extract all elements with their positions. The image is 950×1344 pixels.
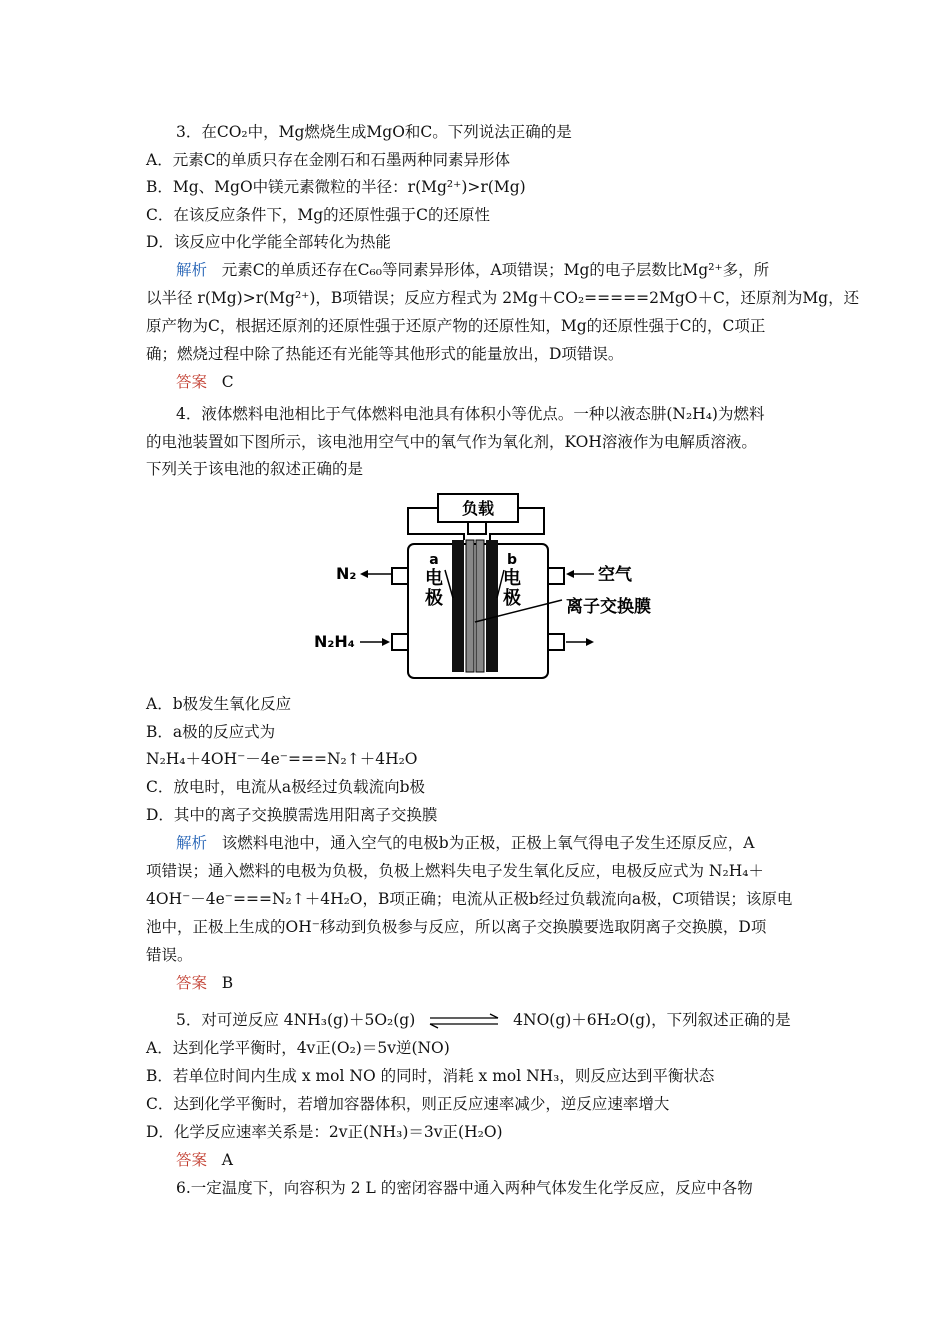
ion-exchange-membrane-layer bbox=[476, 540, 484, 672]
fuel-cell-diagram bbox=[300, 490, 700, 690]
n2-label: N₂ bbox=[336, 564, 357, 583]
q6-stem-line-1: 6.一定温度下，向容积为 2 L 的密闭容器中通入两种气体发生化学反应，反应中各物 bbox=[176, 1179, 753, 1197]
q4-analysis-line-3: 4OH⁻－4e⁻===N₂↑＋4H₂O，B项正确；电流从正极b经过负载流向a极，C项错误；该原电 bbox=[146, 890, 793, 908]
electrode-a-letter: a bbox=[429, 552, 439, 568]
answer-value: A bbox=[221, 1151, 233, 1169]
q4-option-a: A．b极发生氧化反应 bbox=[146, 695, 292, 713]
q5-stem bbox=[176, 1010, 791, 1030]
q4-option-c: C．放电时，电流从a极经过负载流向b极 bbox=[146, 778, 426, 796]
electrode-b-word1: 电 bbox=[503, 568, 521, 589]
analysis-text: 该燃料电池中，通入空气的电极b为正极，正极上氧气得电子发生还原反应，A bbox=[221, 834, 755, 852]
analysis-label: 解析 bbox=[176, 834, 208, 852]
q4-option-d: D．其中的离子交换膜需选用阳离子交换膜 bbox=[146, 806, 438, 824]
ion-exchange-membrane bbox=[466, 540, 474, 672]
electrode-a-plate bbox=[452, 540, 464, 672]
outlet-port bbox=[548, 634, 564, 650]
air-label: 空气 bbox=[598, 565, 632, 585]
answer-label: 答案 bbox=[176, 373, 208, 391]
q4-option-b-equation: N₂H₄＋4OH⁻－4e⁻===N₂↑＋4H₂O bbox=[146, 750, 418, 768]
q5-stem-right: 4NO(g)＋6H₂O(g)，下列叙述正确的是 bbox=[513, 1011, 791, 1029]
q3-option-a: A．元素C的单质只存在金刚石和石墨两种同素异形体 bbox=[146, 151, 511, 169]
q4-stem-line-1: 4．液体燃料电池相比于气体燃料电池具有体积小等优点。一种以液态肼(N₂H₄)为燃料 bbox=[176, 405, 765, 423]
q4-analysis-line-4: 池中，正极上生成的OH⁻移动到负极参与反应，所以离子交换膜要选取阴离子交换膜，D项 bbox=[146, 918, 767, 936]
q5-option-b: B．若单位时间内生成 x mol NO 的同时，消耗 x mol NH₃，则反应达到平衡状态 bbox=[146, 1067, 715, 1085]
q3-analysis-line-1 bbox=[176, 260, 769, 280]
answer-value: C bbox=[221, 373, 234, 391]
air-arrow-head bbox=[566, 570, 574, 578]
q5-option-d: D．化学反应速率关系是：2v正(NH₃)＝3v正(H₂O) bbox=[146, 1123, 503, 1141]
q4-stem-line-3: 下列关于该电池的叙述正确的是 bbox=[146, 460, 364, 478]
q5-option-c: C．达到化学平衡时，若增加容器体积，则正反应速率减少，逆反应速率增大 bbox=[146, 1095, 670, 1113]
outlet-arrow-head bbox=[586, 638, 594, 646]
answer-label: 答案 bbox=[176, 1151, 208, 1169]
q4-analysis-line-2: 项错误；通入燃料的电极为负极，负极上燃料失电子发生氧化反应，电极反应式为 N₂H₄＋ bbox=[146, 862, 764, 880]
electrode-b-letter: b bbox=[506, 552, 518, 568]
analysis-text: 元素C的单质还存在C₆₀等同素异形体，A项错误；Mg的电子层数比Mg²⁺多，所 bbox=[221, 261, 770, 279]
q5-option-a: A．达到化学平衡时，4v正(O₂)＝5v逆(NO) bbox=[146, 1039, 450, 1057]
load-label: 负载 bbox=[461, 499, 495, 518]
q4-stem-line-2: 的电池装置如下图所示，该电池用空气中的氧气作为氧化剂，KOH溶液作为电解质溶液。 bbox=[146, 433, 757, 451]
q5-answer bbox=[176, 1150, 233, 1170]
answer-label: 答案 bbox=[176, 974, 208, 992]
q4-analysis-line-5: 错误。 bbox=[146, 946, 193, 964]
answer-value: B bbox=[221, 974, 234, 992]
q3-stem: 3．在CO₂中，Mg燃烧生成MgO和C。下列说法正确的是 bbox=[176, 123, 572, 141]
q4-option-b: B．a极的反应式为 bbox=[146, 723, 276, 741]
q3-option-b: B．Mg、MgO中镁元素微粒的半径：r(Mg²⁺)>r(Mg) bbox=[146, 178, 526, 196]
air-inlet-port bbox=[548, 568, 564, 584]
q3-answer bbox=[176, 372, 234, 392]
wire-connector bbox=[468, 522, 486, 534]
q3-analysis-line-2: 以半径 r(Mg)>r(Mg²⁺)，B项错误；反应方程式为 2Mg＋CO₂=====2MgO＋C，还原剂为Mg，还 bbox=[146, 289, 860, 307]
electrode-a-word1: 电 bbox=[425, 568, 443, 589]
q3-option-c: C．在该反应条件下，Mg的还原性强于C的还原性 bbox=[146, 206, 491, 224]
equilibrium-arrow-icon bbox=[424, 1013, 504, 1029]
electrode-b-plate bbox=[486, 540, 498, 672]
q4-answer bbox=[176, 973, 233, 993]
q3-analysis-line-4: 确；燃烧过程中除了热能还有光能等其他形式的能量放出，D项错误。 bbox=[146, 345, 624, 363]
n2h4-inlet-port bbox=[392, 634, 408, 650]
membrane-label: 离子交换膜 bbox=[566, 597, 651, 617]
n2-outlet-port bbox=[392, 568, 408, 584]
q5-stem-left: 5．对可逆反应 4NH₃(g)＋5O₂(g) bbox=[176, 1011, 416, 1029]
n2-arrow-head bbox=[360, 570, 368, 578]
q4-analysis-line-1 bbox=[176, 833, 754, 853]
q3-analysis-line-3: 原产物为C，根据还原剂的还原性强于还原产物的还原性知，Mg的还原性强于C的，C项正 bbox=[146, 317, 766, 335]
n2h4-arrow-head bbox=[382, 638, 390, 646]
q3-option-d: D．该反应中化学能全部转化为热能 bbox=[146, 233, 391, 251]
electrode-b-word2: 极 bbox=[503, 588, 521, 609]
electrode-a-word2: 极 bbox=[425, 588, 443, 609]
analysis-label: 解析 bbox=[176, 261, 208, 279]
n2h4-label: N₂H₄ bbox=[314, 632, 355, 651]
